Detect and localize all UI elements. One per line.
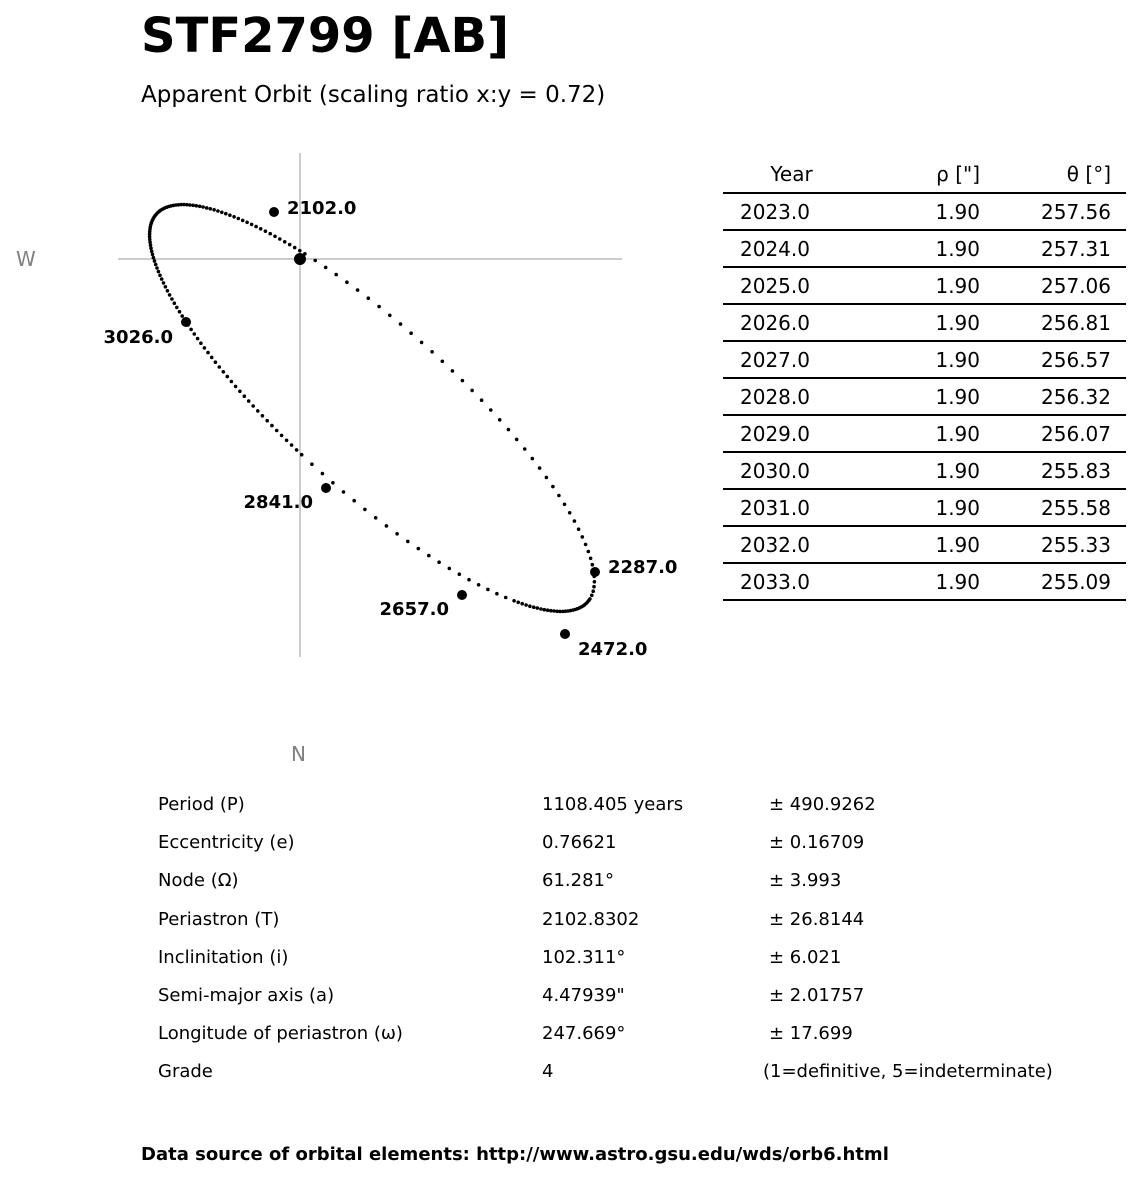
- orbit-point: [173, 301, 177, 305]
- orbit-point: [498, 418, 502, 422]
- orbit-point: [300, 453, 304, 457]
- orbit-point: [198, 205, 202, 209]
- orbit-point: [218, 365, 222, 369]
- orbit-point: [275, 429, 279, 433]
- orbit-point: [420, 341, 424, 345]
- cell-year: 2025.0: [723, 267, 860, 304]
- cell-theta: 255.33: [980, 526, 1126, 563]
- orbit-point: [399, 322, 403, 326]
- orbit-point: [563, 503, 567, 507]
- orbit-point: [551, 485, 555, 489]
- orbit-point: [345, 280, 349, 284]
- table-header-row: [723, 156, 1126, 193]
- orbit-point: [212, 208, 216, 212]
- orbit-point: [196, 337, 200, 341]
- orbit-point: [545, 476, 549, 480]
- orbit-point: [250, 223, 254, 227]
- orbit-point: [270, 424, 274, 428]
- cell-year: 2030.0: [723, 452, 860, 489]
- cell-theta: 255.83: [980, 452, 1126, 489]
- element-value: 2102.8302: [542, 908, 640, 930]
- orbit-point: [549, 609, 553, 613]
- orbit-point: [166, 289, 170, 293]
- orbit-point: [451, 369, 455, 373]
- orbit-point: [552, 609, 556, 613]
- orbit-point: [467, 578, 471, 582]
- epoch-marker: [181, 317, 191, 327]
- column-header-rho: ρ ["]: [860, 156, 980, 193]
- orbit-point: [210, 356, 214, 360]
- orbit-point: [199, 341, 203, 345]
- epoch-marker: [590, 567, 600, 577]
- orbit-point: [278, 237, 282, 241]
- cell-theta: 256.81: [980, 304, 1126, 341]
- orbit-point: [234, 385, 238, 389]
- element-name: Node (Ω): [158, 870, 239, 892]
- element-error: ± 3.993: [769, 870, 842, 892]
- epoch-marker: [457, 590, 467, 600]
- orbit-point: [280, 434, 284, 438]
- element-value: 4: [542, 1061, 554, 1083]
- epoch-marker: [560, 629, 570, 639]
- orbit-point: [150, 250, 154, 254]
- compass-west-label: W: [16, 247, 36, 271]
- epoch-label: 2102.0: [287, 198, 357, 219]
- page-subtitle: Apparent Orbit (scaling ratio x:y = 0.72): [141, 82, 606, 108]
- orbit-point: [206, 351, 210, 355]
- orbit-point: [152, 256, 156, 260]
- cell-theta: 255.58: [980, 489, 1126, 526]
- cell-year: 2031.0: [723, 489, 860, 526]
- orbit-point: [295, 448, 299, 452]
- table-row: [723, 230, 1126, 267]
- table-row: [723, 526, 1126, 563]
- primary-star-marker: [294, 253, 306, 265]
- orbit-point: [293, 246, 297, 250]
- orbit-point: [321, 472, 325, 476]
- table-row: [723, 452, 1126, 489]
- orbit-point: [538, 466, 542, 470]
- element-error: ± 0.16709: [769, 832, 865, 854]
- orbit-point: [592, 585, 596, 589]
- orbit-point: [268, 232, 272, 236]
- orbit-point: [385, 524, 389, 528]
- cell-theta: 255.09: [980, 563, 1126, 600]
- orbit-point: [310, 462, 314, 466]
- orbit-point: [178, 310, 182, 314]
- cell-year: 2029.0: [723, 415, 860, 452]
- cell-rho: 1.90: [860, 489, 980, 526]
- orbit-point: [543, 608, 547, 612]
- orbit-point: [265, 419, 269, 423]
- element-value: 102.311°: [542, 946, 626, 968]
- orbit-point: [331, 481, 335, 485]
- cell-theta: 256.57: [980, 341, 1126, 378]
- orbit-point: [523, 447, 527, 451]
- orbit-point: [531, 457, 535, 461]
- orbit-point: [593, 580, 597, 584]
- orbit-point: [489, 408, 493, 412]
- orbit-point: [377, 305, 381, 309]
- orbit-point: [155, 266, 159, 270]
- data-source-footer: Data source of orbital elements: http://www.astro.gsu.edu/wds/orb6.html: [141, 1144, 889, 1165]
- table-row: [723, 341, 1126, 378]
- orbit-point: [388, 314, 392, 318]
- cell-rho: 1.90: [860, 452, 980, 489]
- table-row: [723, 563, 1126, 600]
- orbit-point: [409, 331, 413, 335]
- orbit-point: [237, 217, 241, 221]
- orbit-point: [203, 346, 207, 350]
- epoch-label: 3026.0: [103, 327, 173, 348]
- orbit-point: [581, 535, 585, 539]
- orbit-point: [189, 328, 193, 332]
- orbit-point: [153, 259, 157, 263]
- element-error: ± 2.01757: [769, 984, 865, 1006]
- orbit-point: [395, 532, 399, 536]
- orbit-point: [406, 540, 410, 544]
- orbit-point: [220, 211, 224, 215]
- cell-year: 2028.0: [723, 378, 860, 415]
- element-error: ± 6.021: [769, 946, 842, 968]
- orbit-point: [168, 293, 172, 297]
- orbit-point: [256, 409, 260, 413]
- element-value: 4.47939": [542, 984, 625, 1006]
- cell-year: 2027.0: [723, 341, 860, 378]
- orbit-point: [313, 259, 317, 263]
- orbit-point: [216, 209, 220, 213]
- ephemeris-table: [723, 156, 1126, 601]
- orbit-point: [195, 204, 199, 208]
- orbit-point: [288, 243, 292, 247]
- orbit-point: [461, 379, 465, 383]
- page-title: STF2799 [AB]: [141, 8, 510, 64]
- element-name: Eccentricity (e): [158, 832, 295, 854]
- epoch-marker: [269, 207, 279, 217]
- element-value: 247.669°: [542, 1023, 626, 1045]
- table-row: [723, 304, 1126, 341]
- cell-rho: 1.90: [860, 267, 980, 304]
- table-row: [723, 378, 1126, 415]
- orbit-point: [504, 596, 508, 600]
- cell-rho: 1.90: [860, 230, 980, 267]
- orbit-point: [149, 246, 153, 250]
- cell-theta: 257.06: [980, 267, 1126, 304]
- epoch-marker: [321, 483, 331, 493]
- epoch-label: 2287.0: [608, 557, 678, 578]
- orbit-point: [532, 605, 536, 609]
- orbit-point: [587, 550, 591, 554]
- column-header-theta: θ [°]: [980, 156, 1126, 193]
- element-name: Period (P): [158, 794, 245, 815]
- orbit-point: [587, 599, 591, 603]
- element-name: Inclinitation (i): [158, 946, 289, 968]
- orbit-point: [226, 375, 230, 379]
- epoch-label: 2472.0: [578, 639, 648, 660]
- orbit-point: [162, 281, 166, 285]
- epoch-label: 2657.0: [379, 599, 449, 620]
- orbit-point: [441, 360, 445, 364]
- orbit-point: [520, 602, 524, 606]
- cell-theta: 257.31: [980, 230, 1126, 267]
- orbit-point: [437, 560, 441, 564]
- cell-rho: 1.90: [860, 193, 980, 230]
- orbit-point: [154, 263, 158, 267]
- epoch-markers: [104, 198, 678, 660]
- element-name: Longitude of periastron (ω): [158, 1023, 403, 1045]
- orbit-point: [285, 439, 289, 443]
- orbit-point: [245, 221, 249, 225]
- orbit-point: [584, 543, 588, 547]
- orbit-point: [507, 428, 511, 432]
- compass-north-label: N: [291, 742, 306, 766]
- orbit-point: [243, 394, 247, 398]
- element-name: Semi-major axis (a): [158, 984, 335, 1006]
- element-value: 0.76621: [542, 832, 617, 854]
- orbit-point: [557, 494, 561, 498]
- orbit-point: [222, 370, 226, 374]
- cell-theta: 256.07: [980, 415, 1126, 452]
- cell-rho: 1.90: [860, 563, 980, 600]
- orbit-point: [201, 205, 205, 209]
- orbit-point: [180, 314, 184, 318]
- cell-year: 2033.0: [723, 563, 860, 600]
- table-row: [723, 415, 1126, 452]
- cell-rho: 1.90: [860, 341, 980, 378]
- orbit-point: [536, 606, 540, 610]
- orbit-point: [241, 219, 245, 223]
- orbit-point: [224, 212, 228, 216]
- orbit-point: [589, 557, 593, 561]
- cell-year: 2026.0: [723, 304, 860, 341]
- orbit-point: [470, 389, 474, 393]
- orbit-point: [591, 589, 595, 593]
- orbit-point: [577, 527, 581, 531]
- orbit-point: [209, 207, 213, 211]
- orbit-point: [157, 270, 161, 274]
- orbit-point: [367, 296, 371, 300]
- orbit-points: [148, 203, 596, 613]
- orbit-point: [251, 404, 255, 408]
- table-row: [723, 489, 1126, 526]
- orbit-point: [539, 607, 543, 611]
- element-error: (1=definitive, 5=indeterminate): [763, 1061, 1053, 1083]
- orbit-point: [254, 225, 258, 229]
- orbit-point: [170, 297, 174, 301]
- cell-year: 2024.0: [723, 230, 860, 267]
- orbit-point: [495, 592, 499, 596]
- column-header-year: Year: [723, 156, 860, 193]
- orbit-point: [160, 277, 164, 281]
- orbit-point: [448, 567, 452, 571]
- orbit-point: [486, 588, 490, 592]
- orbit-point: [352, 499, 356, 503]
- orbit-point: [164, 285, 168, 289]
- orbit-point: [374, 516, 378, 520]
- orbit-point: [427, 554, 431, 558]
- orbit-point: [512, 599, 516, 603]
- orbit-point: [193, 332, 197, 336]
- orbit-point: [591, 563, 595, 567]
- orbit-point: [568, 511, 572, 515]
- orbit-point: [516, 601, 520, 605]
- element-name: Grade: [158, 1061, 213, 1083]
- table-row: [723, 193, 1126, 230]
- orbit-point: [214, 360, 218, 364]
- cell-year: 2032.0: [723, 526, 860, 563]
- orbit-point: [259, 227, 263, 231]
- orbit-point: [283, 240, 287, 244]
- orbit-point: [238, 390, 242, 394]
- orbit-point: [480, 398, 484, 402]
- orbit-point: [175, 306, 179, 310]
- orbit-point: [205, 206, 209, 210]
- element-value: 61.281°: [542, 870, 614, 892]
- element-error: ± 490.9262: [769, 794, 876, 815]
- element-name: Periastron (T): [158, 908, 280, 930]
- orbit-point: [334, 273, 338, 277]
- orbit-point: [546, 608, 550, 612]
- orbit-point: [363, 508, 367, 512]
- orbit-plot: [0, 130, 700, 690]
- orbit-point: [228, 213, 232, 217]
- orbit-point: [264, 229, 268, 233]
- orbit-point: [273, 235, 277, 239]
- orbit-point: [261, 414, 265, 418]
- table-row: [723, 267, 1126, 304]
- orbit-point: [430, 350, 434, 354]
- orbit-point: [158, 274, 162, 278]
- epoch-label: 2841.0: [243, 492, 313, 513]
- cell-rho: 1.90: [860, 526, 980, 563]
- orbit-point: [342, 490, 346, 494]
- orbit-point: [298, 249, 302, 253]
- orbit-point: [324, 266, 328, 270]
- orbit-point: [230, 380, 234, 384]
- orbit-point: [247, 399, 251, 403]
- orbit-point: [191, 204, 195, 208]
- orbit-point: [515, 438, 519, 442]
- orbit-point: [573, 519, 577, 523]
- orbit-point: [524, 603, 528, 607]
- cell-theta: 257.56: [980, 193, 1126, 230]
- cell-rho: 1.90: [860, 378, 980, 415]
- orbit-point: [232, 215, 236, 219]
- orbit-point: [151, 253, 155, 257]
- orbit-point: [528, 604, 532, 608]
- orbit-point: [290, 443, 294, 447]
- element-error: ± 26.8144: [769, 908, 865, 930]
- orbit-point: [417, 547, 421, 551]
- orbit-point: [590, 594, 594, 598]
- orbit-point: [477, 583, 481, 587]
- element-error: ± 17.699: [769, 1023, 853, 1045]
- orbit-point: [188, 203, 192, 207]
- orbit-point: [458, 572, 462, 576]
- cell-theta: 256.32: [980, 378, 1126, 415]
- orbit-point: [356, 288, 360, 292]
- cell-rho: 1.90: [860, 304, 980, 341]
- cell-year: 2023.0: [723, 193, 860, 230]
- cell-rho: 1.90: [860, 415, 980, 452]
- element-value: 1108.405 years: [542, 794, 684, 815]
